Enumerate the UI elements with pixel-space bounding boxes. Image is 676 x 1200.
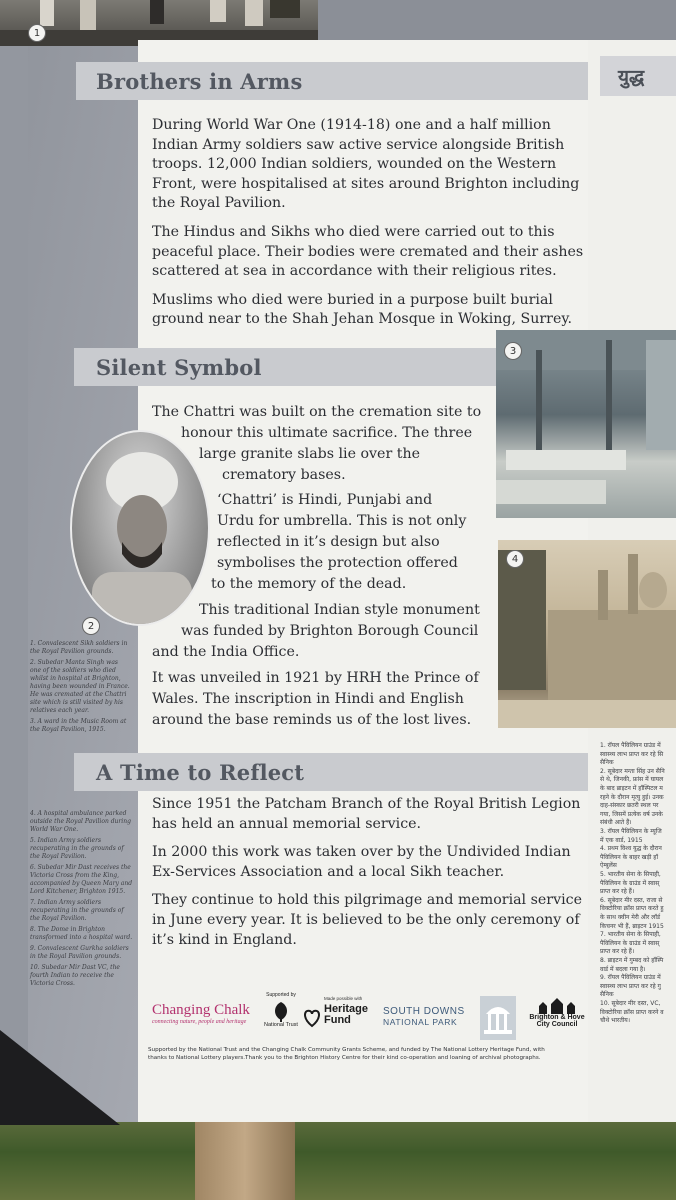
changing-chalk-logo: [152, 1002, 250, 1025]
hindi-caption-line: स्वास्थ्य लाभ प्राप्त कर रहे गु: [600, 982, 661, 990]
silent-line: The Chattri was built on the cremation site to: [152, 404, 482, 420]
hindi-caption-line: प्राप्त कर रहे हैं।: [600, 948, 635, 956]
hindi-caption-line: चौथे भारतीय।: [600, 1017, 631, 1025]
silent-line: honour this ultimate sacrifice. The three: [181, 425, 473, 441]
hindi-caption-line: सैनिक: [600, 991, 614, 999]
caption-item: 9. Convalescent Gurkha soldiers in the Royal Pavilion grounds.: [30, 945, 129, 960]
wooden-post: [195, 1118, 295, 1200]
pavilion-skyline-icon: [537, 996, 577, 1014]
silent-line: This traditional Indian style monument: [199, 602, 480, 618]
heading-silent-text: Silent Symbol: [96, 354, 262, 380]
national-trust-text: National Trust: [264, 1022, 298, 1028]
brothers-paragraph: The Hindus and Sikhs who died were carried out to this peaceful place. Their bodies were cremated and their ashes scattered at sea in accordance with their religious rites.: [152, 223, 584, 280]
footer-line: thanks to National Lottery players.Thank you to the Brighton History Centre for their kind co-operation and loaning of archival photographs.: [148, 1055, 541, 1061]
hindi-caption-line: के बाद ब्राइटन में हॉस्पिटल म: [600, 785, 663, 792]
hindi-caption-line: किचनर भी हैं, ब्राइटन 1915: [600, 922, 664, 930]
caption-item: 6. Subedar Mir Dast receives the Victoria Cross from the King, accompanied by Queen Mary and Lord Kitchener, Brighton 1915.: [30, 864, 133, 895]
brighton-hove-logo: [524, 996, 590, 1028]
caption-item: 3. A ward in the Music Room at the Royal Pavilion, 1915.: [30, 718, 127, 733]
silent-line: to the memory of the dead.: [211, 576, 407, 592]
hindi-caption-line: 6. सूबेदार मीर दस्त, राजा से: [600, 896, 663, 904]
footer-acknowledgement: [148, 1046, 588, 1062]
reflect-paragraph: In 2000 this work was taken over by the Undivided Indian Ex-Services Association and a local Sikh teacher.: [152, 844, 571, 880]
footer-line: Supported by the National Trust and the Changing Chalk Community Grants Scheme, and funded by The National Lottery Heritage Fund, with: [148, 1047, 545, 1053]
made-possible-text: Made possible with: [324, 996, 363, 1001]
reflect-body: [152, 795, 582, 959]
heading-brothers-text: Brothers in Arms: [96, 68, 303, 94]
hindi-caption-line: विक्टोरिया क्रॉस प्राप्त करते हु: [600, 905, 664, 913]
chattri-emblem-icon: [480, 996, 516, 1040]
caption-item: 7. Indian Army soldiers recuperating in the grounds of the Royal Pavilion.: [30, 899, 124, 922]
hindi-caption-line: 9. रॉयल पैविलियन ग्राउंड में: [600, 974, 661, 982]
hindi-caption-line: रहने के दौरान मृत्यु हुई। उनक: [600, 793, 664, 801]
silent-line: ‘Chattri’ is Hindi, Punjabi and: [217, 492, 433, 508]
national-trust-logo: [260, 992, 302, 1029]
photo-3-number: 3: [504, 342, 522, 360]
heart-hands-icon: [302, 1006, 322, 1030]
supported-by-text: Supported by: [266, 992, 296, 998]
hindi-caption-line: विक्टोरिया क्रॉस प्राप्त करने व: [600, 1008, 664, 1016]
caption-item: 8. The Dome in Brighton transformed into a hospital ward.: [30, 926, 133, 941]
heritage-fund-text-2: Fund: [324, 1014, 351, 1026]
brothers-paragraph: Muslims who died were buried in a purpose built burial ground near to the Shah Jehan Mosque in Woking, Surrey.: [152, 291, 572, 328]
south-downs-logo: [383, 1006, 465, 1027]
caption-item: 1. Convalescent Sikh soldiers in the Royal Pavilion grounds.: [30, 640, 128, 655]
captions-left-upper: [30, 640, 130, 737]
hindi-caption-line: 4. प्रथम विश्व युद्ध के दौरान: [600, 845, 662, 853]
hindi-caption-line: गया, जिसमें प्रत्येक वर्ष उनके: [600, 810, 663, 818]
hindi-caption-line: 5. भारतीय सेना के सिपाही,: [600, 871, 661, 878]
hindi-caption-line: से थे, जिनकी, फ्रांस में घायल: [600, 776, 664, 784]
reflect-paragraph: Since 1951 the Patcham Branch of the Royal British Legion has held an annual memorial service.: [152, 796, 581, 832]
grass-ground: [0, 1120, 676, 1200]
caption-item: 10. Subedar Mir Dast VC, the fourth Indian to receive the Victoria Cross.: [30, 964, 120, 987]
hindi-caption-line: दाह-संस्कार छतरी स्थल पर: [600, 802, 659, 810]
photo-2-number: 2: [82, 617, 100, 635]
sponsor-logos: [140, 988, 598, 1046]
heading-a-time-to-reflect: [74, 753, 588, 791]
photo-1-number: 1: [28, 24, 46, 42]
hindi-caption-line: 8. ब्राइटन में गुम्बद को हॉस्पि: [600, 957, 664, 964]
brothers-body: [152, 116, 584, 339]
hindi-caption-line: संबंधी आते हैं।: [600, 819, 632, 827]
hindi-caption-line: 2. सूबेदार मन्ता सिंह उन सैनि: [600, 767, 665, 775]
photo-4-number: 4: [506, 550, 524, 568]
captions-left-lower: [30, 810, 134, 991]
chattri-dome-icon: [480, 996, 516, 1040]
hindi-caption-line: 10. सूबेदार मीर दस्त, VC,: [600, 1000, 661, 1007]
photo-4-illustration: [498, 540, 676, 728]
heritage-fund-text-1: Heritage: [324, 1003, 369, 1015]
silent-line: large granite slabs lie over the: [199, 446, 420, 462]
brighton-text-2: City Council: [536, 1021, 578, 1028]
brothers-paragraph: During World War One (1914-18) one and a half million Indian Army soldiers saw active service alongside British troops. 12,000 Indian soldiers, wounded on the Western Front, were hospitalised at sites around Brighton including the Royal Pavilion.: [152, 117, 580, 212]
hindi-caption-line: प्राप्त कर रहे हैं।: [600, 888, 635, 896]
board-left-edge: [0, 40, 28, 1120]
heading-silent-symbol: [74, 348, 496, 386]
hindi-caption-line: 1. रॉयल पैविलियन ग्राउंड में: [600, 742, 661, 749]
south-downs-text-1: SOUTH DOWNS: [383, 1006, 465, 1017]
hindi-caption-line: पैविलियन के बाहर खड़ी हॉ: [600, 853, 658, 861]
caption-item: 2. Subedar Manta Singh was one of the soldiers who died whilst in hospital at Brighton, having been wounded in France. He was cremated at the Chattri site which is still visited by his relatives each year.: [30, 659, 130, 714]
hindi-caption-line: 3. रॉयल पैविलियन के म्यूजि: [600, 828, 662, 835]
hindi-heading-text: युद्ध: [618, 66, 645, 88]
hindi-caption-line: सैनिक: [600, 759, 614, 767]
brighton-text-1: Brighton & Hove: [529, 1014, 585, 1021]
hindi-heading: [600, 56, 676, 96]
photo-4-pavilion-ambulance: [498, 540, 676, 728]
silent-line: reflected in it’s design but also: [217, 534, 440, 550]
hindi-caption-line: के साथ क्वीन मेरी और लॉर्ड: [600, 914, 661, 921]
caption-item: 5. Indian Army soldiers recuperating in the grounds of the Royal Pavilion.: [30, 837, 124, 860]
hindi-caption-line: पैविलियन के ग्राउंड में स्वास्: [600, 879, 660, 887]
heading-brothers-in-arms: [76, 62, 588, 100]
heading-reflect-text: A Time to Reflect: [96, 759, 305, 785]
portrait-subedar-manta-singh: [70, 430, 210, 626]
photo-3-music-room-ward: [496, 330, 676, 518]
hindi-caption-line: में एक वार्ड, 1915: [600, 836, 643, 844]
silent-line: around the base reminds us of the lost lives.: [152, 712, 472, 728]
silent-line: crematory bases.: [222, 467, 346, 483]
silent-line: and the India Office.: [152, 644, 300, 660]
changing-chalk-tagline: connecting nature, people and heritage: [152, 1019, 247, 1025]
reflect-paragraph: They continue to hold this pilgrimage and memorial service in June every year. It is believed to be the only ceremony of it’s kind in England.: [152, 892, 582, 948]
photo-3-illustration: [496, 330, 676, 518]
silent-line: It was unveiled in 1921 by HRH the Prince of: [152, 670, 479, 686]
caption-item: 4. A hospital ambulance parked outside the Royal Pavilion during World War One.: [30, 810, 131, 833]
hindi-caption-line: पैविलियन के ग्राउंड में स्वास्: [600, 939, 660, 947]
portrait-illustration: [72, 432, 208, 624]
oak-leaf-icon: [269, 1000, 293, 1022]
changing-chalk-text: Changing Chalk: [152, 1002, 250, 1018]
hindi-caption-line: स्वास्थ्य लाभ प्राप्त कर रहे सि: [600, 750, 664, 758]
silent-line: Urdu for umbrella. This is not only: [217, 513, 467, 529]
silent-line: was funded by Brighton Borough Council: [181, 623, 479, 639]
hindi-caption-line: ऐम्बुलेंस: [600, 862, 617, 870]
hindi-caption-line: वार्ड में बदला गया है।: [600, 965, 646, 973]
silent-line: Wales. The inscription in Hindi and English: [152, 691, 464, 707]
south-downs-text-2: NATIONAL PARK: [383, 1017, 458, 1027]
hindi-caption-line: 7. भारतीय सेना के सिपाही,: [600, 931, 661, 939]
silent-line: symbolises the protection offered: [217, 555, 458, 571]
